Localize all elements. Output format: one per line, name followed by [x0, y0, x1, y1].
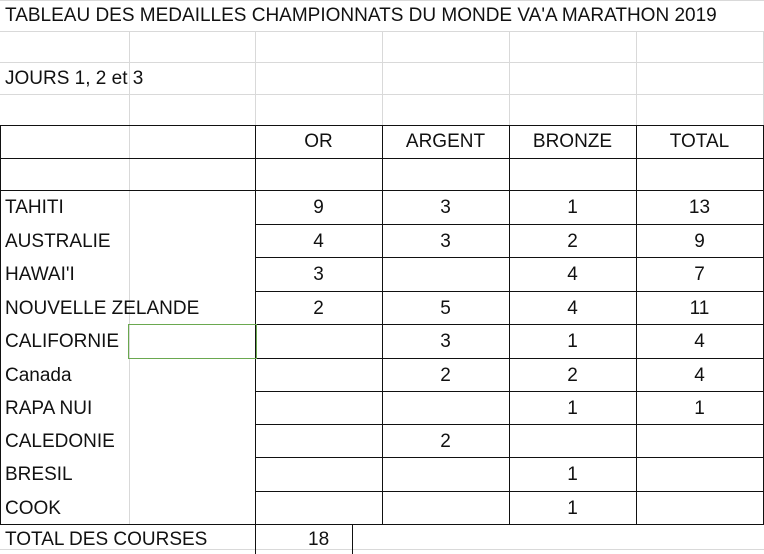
days-row	[0, 62, 764, 94]
total-cell[interactable]: 1	[694, 397, 705, 419]
silver-cell[interactable]	[382, 492, 509, 524]
bronze-cell[interactable]: 4	[567, 297, 578, 319]
country-cell[interactable]: CALIFORNIE	[5, 331, 120, 352]
header-total[interactable]: TOTAL	[669, 131, 730, 152]
total-cell[interactable]	[636, 458, 763, 491]
gold-cell[interactable]	[255, 392, 382, 424]
total-cell[interactable]: 4	[694, 364, 705, 386]
country-cell[interactable]: CALEDONIE	[5, 430, 115, 452]
table-row	[0, 191, 764, 224]
table-row	[0, 392, 764, 424]
header-gold[interactable]: OR	[304, 131, 333, 152]
footer-value[interactable]: 18	[308, 529, 330, 550]
table-row	[0, 458, 764, 491]
gold-cell[interactable]: 3	[313, 264, 324, 285]
silver-cell[interactable]: 3	[440, 331, 451, 352]
silver-cell[interactable]	[382, 258, 509, 291]
total-cell[interactable]: 11	[689, 297, 710, 319]
footer-label[interactable]: TOTAL DES COURSES	[5, 529, 208, 550]
gold-cell[interactable]: 9	[313, 197, 324, 218]
total-cell[interactable]: 4	[694, 331, 705, 352]
table-row	[0, 325, 764, 358]
gold-cell[interactable]: 2	[313, 297, 324, 319]
silver-cell[interactable]	[382, 458, 509, 491]
silver-cell[interactable]: 5	[440, 297, 451, 319]
table-row	[0, 292, 764, 324]
bronze-cell[interactable]: 2	[567, 364, 578, 386]
bronze-cell[interactable]: 1	[567, 197, 578, 218]
days-label[interactable]: JOURS 1, 2 et 3	[5, 67, 144, 89]
total-cell[interactable]	[636, 425, 763, 457]
silver-cell[interactable]: 3	[440, 197, 451, 218]
country-cell[interactable]: HAWAI'I	[5, 264, 75, 285]
table-row	[0, 425, 764, 457]
country-cell[interactable]: Canada	[5, 364, 72, 386]
header-bronze[interactable]: BRONZE	[532, 131, 613, 152]
gold-cell[interactable]	[255, 492, 382, 524]
header-row	[0, 125, 764, 158]
bronze-cell[interactable]: 2	[567, 230, 578, 252]
country-cell[interactable]: BRESIL	[5, 464, 73, 485]
bronze-cell[interactable]: 1	[567, 397, 578, 419]
country-cell[interactable]: COOK	[5, 497, 61, 519]
bronze-cell[interactable]	[509, 425, 636, 457]
bronze-cell[interactable]: 4	[567, 264, 578, 285]
silver-cell[interactable]: 2	[440, 430, 451, 452]
table-row	[0, 492, 764, 524]
country-cell[interactable]: AUSTRALIE	[5, 230, 111, 252]
title-row	[0, 0, 764, 31]
header-silver[interactable]: ARGENT	[405, 131, 486, 152]
gold-cell[interactable]	[255, 458, 382, 491]
country-cell[interactable]: NOUVELLE ZELANDE	[5, 297, 200, 319]
footer-row	[0, 525, 764, 554]
silver-cell[interactable]: 2	[440, 364, 451, 386]
table-row	[0, 258, 764, 291]
bronze-cell[interactable]: 1	[567, 497, 578, 519]
silver-cell[interactable]: 3	[440, 230, 451, 252]
table-row	[0, 225, 764, 257]
country-cell[interactable]: RAPA NUI	[5, 397, 93, 419]
total-cell[interactable]: 13	[688, 197, 711, 218]
country-cell[interactable]: TAHITI	[5, 197, 64, 218]
gold-cell[interactable]	[255, 325, 382, 358]
sheet-title[interactable]: TABLEAU DES MEDAILLES CHAMPIONNATS DU MONDE VA'A MARATHON 2019	[5, 5, 717, 26]
silver-cell[interactable]	[382, 392, 509, 424]
gold-cell[interactable]	[255, 359, 382, 391]
total-cell[interactable]: 9	[694, 230, 705, 252]
gold-cell[interactable]	[255, 425, 382, 457]
total-cell[interactable]: 7	[694, 264, 705, 285]
bronze-cell[interactable]: 1	[567, 464, 578, 485]
table-row	[0, 359, 764, 391]
bronze-cell[interactable]: 1	[567, 331, 578, 352]
total-cell[interactable]	[636, 492, 763, 524]
gold-cell[interactable]: 4	[313, 230, 324, 252]
